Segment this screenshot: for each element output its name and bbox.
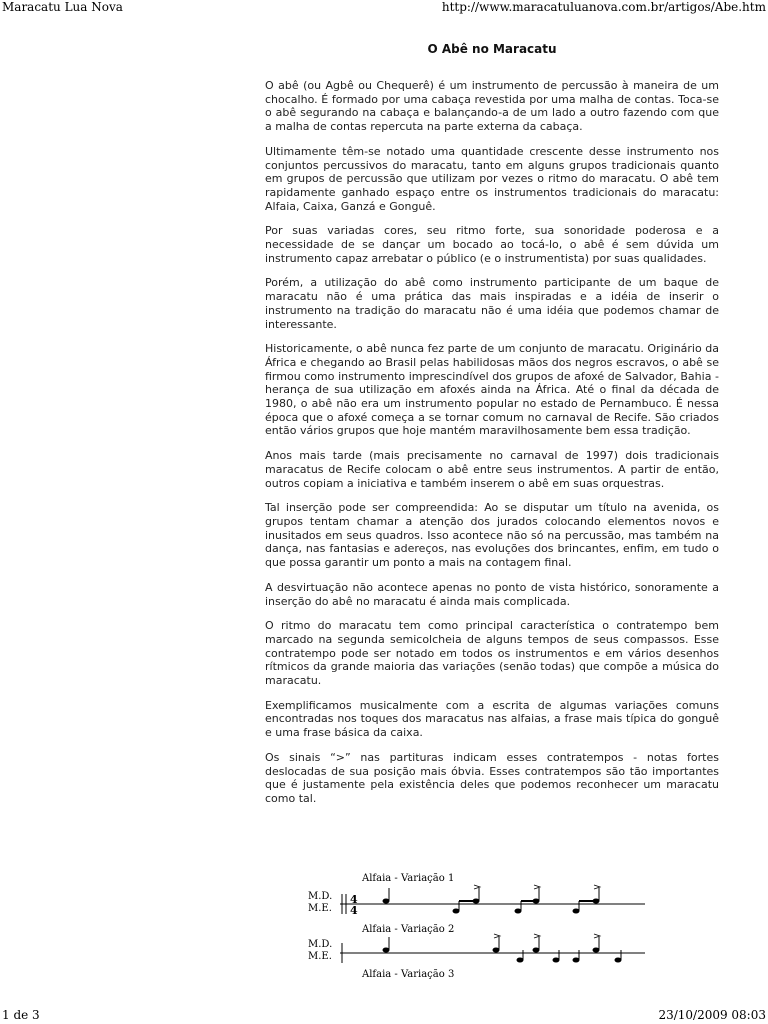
accent-marks [494, 934, 600, 938]
paragraph: Ultimamente têm-se notado uma quantidade crescente desse instrumento nos conjuntos percussivos do maracatu, tanto em alguns grupos tradicionais quanto em grupos de percussão que utilizam por vezes o ritmo do maracatu. O abê tem rapidamente ganhado espaço entre os instrumentos tradicionais do maracatu: Alfaia, Caixa, Ganzá e Gonguê. [265, 144, 719, 213]
hand-label-md: M.D. [308, 939, 333, 950]
system-title: Alfaia - Variação 2 [362, 924, 455, 935]
page-url: http://www.maracatuluanova.com.br/artigos/Abe.htm [441, 0, 766, 14]
paragraph: O ritmo do maracatu tem como principal característica o contratempo bem marcado na segunda semicolcheia de alguns tempos de seus compassos. Esse contratempo pode ser notado em todos os instrumentos e em vários desenhos rítmicos da grande maioria das variações (senão todas) que compõe a música do maracatu. [265, 619, 719, 688]
notes-variation-1 [383, 888, 599, 913]
time-sig-bottom: 4 [350, 904, 358, 917]
paragraph: Porém, a utilização do abê como instrumento participante de um baque de maracatu não é uma prática das mais inspiradas e a idéia de inserir o instrumento na tradição do maracatu não é uma idéia que podemos chamar de interessante. [265, 276, 719, 331]
notes-variation-2 [383, 937, 621, 962]
article [265, 42, 719, 817]
hand-label-me: M.E. [308, 951, 332, 962]
hand-label-md: M.D. [308, 891, 333, 902]
paragraph: Anos mais tarde (mais precisamente no carnaval de 1997) dois tradicionais maracatus de Recife colocam o abê entre seus instrumentos. A partir de então, outros copiam a iniciativa e também inserem o abê em suas orquestras. [265, 449, 719, 490]
page-number: 1 de 3 [2, 1008, 40, 1022]
music-score [300, 868, 645, 980]
paragraph: A desvirtuação não acontece apenas no ponto de vista histórico, sonoramente a inserção do abê no maracatu é ainda mais complicada. [265, 580, 719, 608]
paragraph: Os sinais “>” nas partituras indicam esses contratempos - notas fortes deslocadas de sua posição mais óbvia. Esses contratempos são tão importantes que é justamente pela existência deles que podemos reconhecer um maracatu como tal. [265, 750, 719, 805]
system-title: Alfaia - Variação 3 [362, 969, 455, 980]
score-svg [300, 868, 645, 980]
print-timestamp: 23/10/2009 08:03 [658, 1008, 766, 1022]
article-title: O Abê no Maracatu [427, 42, 557, 56]
paragraph: O abê (ou Agbê ou Chequerê) é um instrumento de percussão à maneira de um chocalho. É formado por uma cabaça revestida por uma malha de contas. Toca-se o abê segurando na cabaça e balançando-a de um lado a outro fazendo com que a malha de contas repercuta na parte externa da cabaça. [265, 79, 719, 134]
system-title: Alfaia - Variação 1 [362, 873, 455, 884]
site-name: Maracatu Lua Nova [2, 0, 123, 14]
paragraph: Tal inserção pode ser compreendida: Ao se disputar um título na avenida, os grupos tentam chamar a atenção dos jurados colocando elementos novos e inusitados em seus quadros. Isso acontece não só na percussão, mas também na dança, nas fantasias e adereços, nas evoluções dos brincantes, enfim, em tudo o que possa garantir um ponto a mais na contagem final. [265, 501, 719, 570]
hand-label-me: M.E. [308, 903, 332, 914]
accent-marks [474, 885, 600, 889]
paragraph: Por suas variadas cores, seu ritmo forte, sua sonoridade poderosa e a necessidade de se dançar um bocado ao tocá-lo, o abê é sem dúvida um instrumento capaz arrebatar o público (e o instrumentista) por suas qualidades. [265, 224, 719, 265]
paragraph: Exemplificamos musicalmente com a escrita de algumas variações comuns encontradas nos toques dos maracatus nas alfaias, a frase mais típica do gonguê e uma frase básica da caixa. [265, 698, 719, 740]
paragraph: Historicamente, o abê nunca fez parte de um conjunto de maracatu. Originário da África e chegando ao Brasil pelas habilidosas mãos dos negros escravos, o abê se firmou como instrumento imprescindível dos grupos de afoxé de Salvador, Bahia - herança de sua utilização em afoxés ainda na África. Até o final da década de 1980, o abê não era um instrumento popular no estado de Pernambuco. É nessa época que o afoxé começa a se tornar comum no carnaval de Recife. São criados então vários grupos que hoje mantém maravilhosamente bem essa tradição. [265, 342, 719, 438]
time-sig-top: 4 [350, 893, 358, 906]
